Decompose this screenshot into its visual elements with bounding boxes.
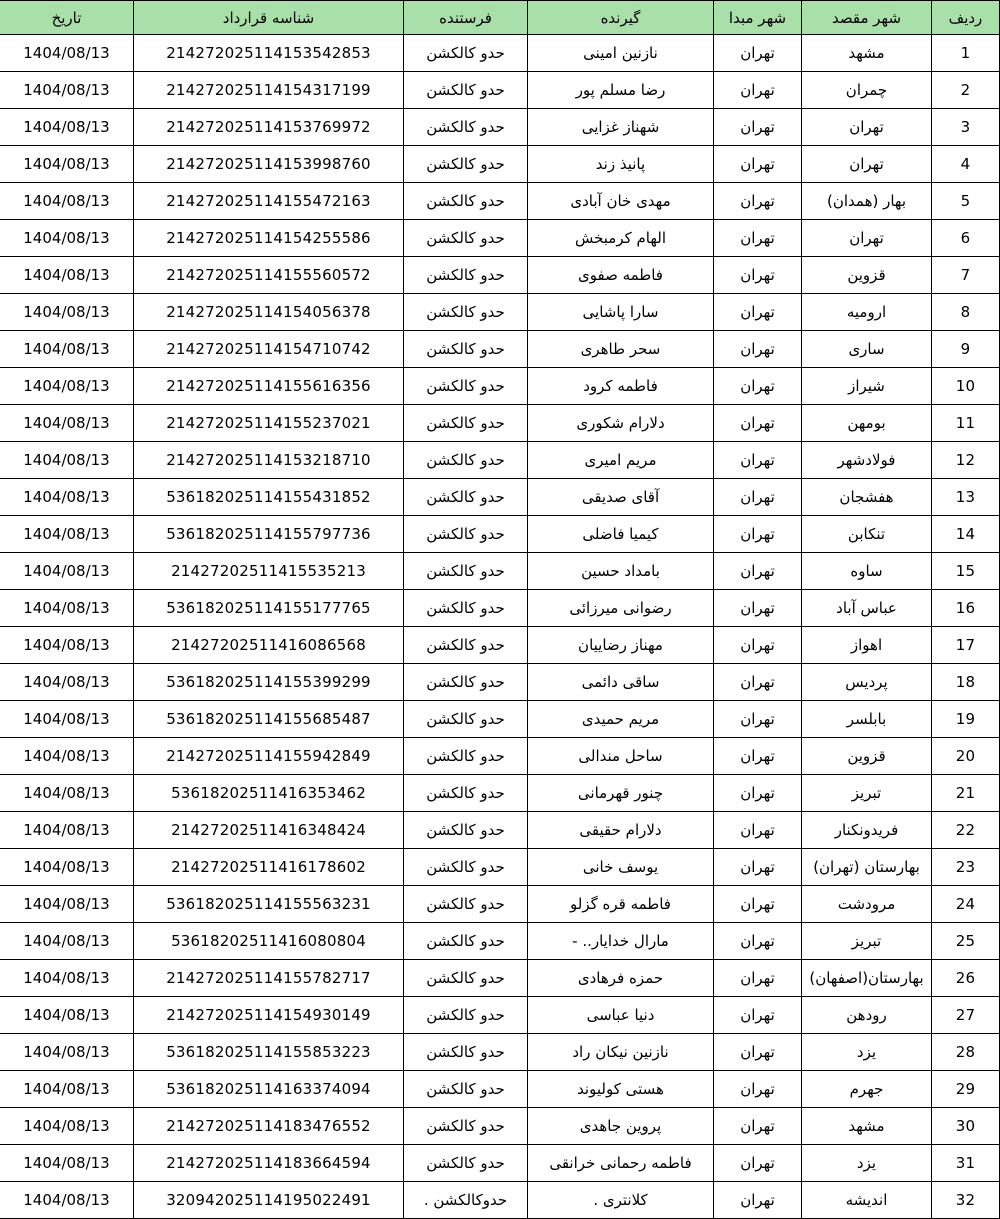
cell-sender: حدو کالکشن xyxy=(404,1145,528,1182)
cell-contract-id: 214272025114153542853 xyxy=(134,35,404,72)
cell-sender: حدو کالکشن xyxy=(404,331,528,368)
cell-sender: حدو کالکشن xyxy=(404,146,528,183)
cell-destination: بومهن xyxy=(802,405,932,442)
table-row xyxy=(0,627,1000,664)
cell-contract-id: 214272025114155782717 xyxy=(134,960,404,997)
table-row xyxy=(0,72,1000,109)
cell-destination: ساری xyxy=(802,331,932,368)
cell-radif: 15 xyxy=(932,553,1000,590)
cell-contract-id: 214272025114154255586 xyxy=(134,220,404,257)
cell-receiver: مریم حمیدی xyxy=(528,701,714,738)
cell-origin: تهران xyxy=(714,1108,802,1145)
cell-radif: 4 xyxy=(932,146,1000,183)
table-row xyxy=(0,220,1000,257)
cell-sender: حدو کالکشن xyxy=(404,516,528,553)
cell-date: 1404/08/13 xyxy=(0,442,134,479)
cell-sender: حدو کالکشن xyxy=(404,553,528,590)
cell-sender: حدو کالکشن xyxy=(404,923,528,960)
cell-destination: ساوه xyxy=(802,553,932,590)
table-row xyxy=(0,849,1000,886)
cell-origin: تهران xyxy=(714,590,802,627)
cell-contract-id: 214272025114183476552 xyxy=(134,1108,404,1145)
cell-date: 1404/08/13 xyxy=(0,72,134,109)
table-row xyxy=(0,257,1000,294)
column-header-sender: فرستنده xyxy=(404,1,528,35)
cell-origin: تهران xyxy=(714,1145,802,1182)
cell-contract-id: 536182025114155797736 xyxy=(134,516,404,553)
cell-date: 1404/08/13 xyxy=(0,997,134,1034)
cell-receiver: کیمیا فاضلی xyxy=(528,516,714,553)
table-header-row xyxy=(0,1,1000,35)
cell-origin: تهران xyxy=(714,331,802,368)
cell-origin: تهران xyxy=(714,442,802,479)
cell-date: 1404/08/13 xyxy=(0,1182,134,1219)
cell-sender: حدو کالکشن xyxy=(404,35,528,72)
cell-origin: تهران xyxy=(714,109,802,146)
cell-origin: تهران xyxy=(714,812,802,849)
cell-radif: 30 xyxy=(932,1108,1000,1145)
cell-sender: حدو کالکشن xyxy=(404,775,528,812)
cell-contract-id: 536182025114155399299 xyxy=(134,664,404,701)
table-row xyxy=(0,553,1000,590)
cell-date: 1404/08/13 xyxy=(0,331,134,368)
cell-origin: تهران xyxy=(714,738,802,775)
cell-radif: 8 xyxy=(932,294,1000,331)
cell-origin: تهران xyxy=(714,997,802,1034)
cell-receiver: دلارام شکوری xyxy=(528,405,714,442)
table-row xyxy=(0,664,1000,701)
cell-origin: تهران xyxy=(714,72,802,109)
cell-date: 1404/08/13 xyxy=(0,553,134,590)
cell-destination: یزد xyxy=(802,1034,932,1071)
cell-date: 1404/08/13 xyxy=(0,405,134,442)
cell-sender: حدو کالکشن xyxy=(404,72,528,109)
cell-destination: شیراز xyxy=(802,368,932,405)
cell-sender: حدو کالکشن xyxy=(404,627,528,664)
cell-origin: تهران xyxy=(714,220,802,257)
cell-contract-id: 214272025114154710742 xyxy=(134,331,404,368)
cell-destination: بهارستان(اصفهان) xyxy=(802,960,932,997)
cell-receiver: چنور قهرمانی xyxy=(528,775,714,812)
cell-radif: 12 xyxy=(932,442,1000,479)
column-header-receiver: گیرنده xyxy=(528,1,714,35)
cell-contract-id: 214272025114153218710 xyxy=(134,442,404,479)
cell-radif: 19 xyxy=(932,701,1000,738)
cell-date: 1404/08/13 xyxy=(0,146,134,183)
cell-origin: تهران xyxy=(714,146,802,183)
cell-origin: تهران xyxy=(714,960,802,997)
cell-contract-id: 21427202511416178602 xyxy=(134,849,404,886)
cell-contract-id: 214272025114154056378 xyxy=(134,294,404,331)
cell-sender: حدو کالکشن xyxy=(404,479,528,516)
cell-radif: 10 xyxy=(932,368,1000,405)
cell-origin: تهران xyxy=(714,849,802,886)
cell-origin: تهران xyxy=(714,775,802,812)
cell-destination: هفشجان xyxy=(802,479,932,516)
cell-date: 1404/08/13 xyxy=(0,35,134,72)
cell-receiver: دلارام حقیقی xyxy=(528,812,714,849)
cell-contract-id: 536182025114155685487 xyxy=(134,701,404,738)
cell-receiver: مهدی خان آبادی xyxy=(528,183,714,220)
table-body xyxy=(0,35,1000,1219)
cell-destination: مشهد xyxy=(802,1108,932,1145)
table-row xyxy=(0,146,1000,183)
cell-origin: تهران xyxy=(714,294,802,331)
column-header-date: تاریخ xyxy=(0,1,134,35)
table-row xyxy=(0,960,1000,997)
cell-receiver: هستی کولیوند xyxy=(528,1071,714,1108)
cell-radif: 25 xyxy=(932,923,1000,960)
cell-date: 1404/08/13 xyxy=(0,294,134,331)
cell-date: 1404/08/13 xyxy=(0,590,134,627)
cell-date: 1404/08/13 xyxy=(0,627,134,664)
cell-sender: حدو کالکشن xyxy=(404,405,528,442)
cell-radif: 7 xyxy=(932,257,1000,294)
cell-receiver: شهناز غزایی xyxy=(528,109,714,146)
table-row xyxy=(0,1108,1000,1145)
cell-origin: تهران xyxy=(714,183,802,220)
cell-date: 1404/08/13 xyxy=(0,664,134,701)
cell-receiver: کلانتری . xyxy=(528,1182,714,1219)
table-row xyxy=(0,812,1000,849)
cell-date: 1404/08/13 xyxy=(0,886,134,923)
table-row xyxy=(0,1182,1000,1219)
cell-date: 1404/08/13 xyxy=(0,183,134,220)
cell-radif: 16 xyxy=(932,590,1000,627)
cell-origin: تهران xyxy=(714,516,802,553)
cell-date: 1404/08/13 xyxy=(0,1108,134,1145)
cell-origin: تهران xyxy=(714,368,802,405)
cell-receiver: مارال خدایار.. - xyxy=(528,923,714,960)
cell-origin: تهران xyxy=(714,1071,802,1108)
cell-contract-id: 214272025114155237021 xyxy=(134,405,404,442)
table-row xyxy=(0,405,1000,442)
cell-date: 1404/08/13 xyxy=(0,1071,134,1108)
cell-receiver: بامداد حسین xyxy=(528,553,714,590)
cell-radif: 22 xyxy=(932,812,1000,849)
cell-receiver: پروین جاهدی xyxy=(528,1108,714,1145)
cell-origin: تهران xyxy=(714,1034,802,1071)
cell-radif: 29 xyxy=(932,1071,1000,1108)
cell-contract-id: 214272025114153998760 xyxy=(134,146,404,183)
cell-date: 1404/08/13 xyxy=(0,109,134,146)
cell-destination: فولادشهر xyxy=(802,442,932,479)
cell-receiver: رضا مسلم پور xyxy=(528,72,714,109)
cell-radif: 9 xyxy=(932,331,1000,368)
cell-date: 1404/08/13 xyxy=(0,1034,134,1071)
table-row xyxy=(0,775,1000,812)
table-row xyxy=(0,516,1000,553)
cell-destination: پردیس xyxy=(802,664,932,701)
cell-sender: حدوکالکشن . xyxy=(404,1182,528,1219)
cell-origin: تهران xyxy=(714,701,802,738)
cell-destination: تهران xyxy=(802,109,932,146)
cell-date: 1404/08/13 xyxy=(0,368,134,405)
cell-destination: قزوین xyxy=(802,738,932,775)
cell-destination: قزوین xyxy=(802,257,932,294)
cell-radif: 31 xyxy=(932,1145,1000,1182)
cell-destination: عباس آباد xyxy=(802,590,932,627)
table-row xyxy=(0,997,1000,1034)
cell-contract-id: 214272025114155616356 xyxy=(134,368,404,405)
cell-sender: حدو کالکشن xyxy=(404,109,528,146)
cell-sender: حدو کالکشن xyxy=(404,220,528,257)
cell-sender: حدو کالکشن xyxy=(404,738,528,775)
cell-radif: 17 xyxy=(932,627,1000,664)
cell-contract-id: 536182025114155177765 xyxy=(134,590,404,627)
table-row xyxy=(0,738,1000,775)
table-row xyxy=(0,294,1000,331)
cell-date: 1404/08/13 xyxy=(0,257,134,294)
cell-contract-id: 214272025114153769972 xyxy=(134,109,404,146)
table-row xyxy=(0,1145,1000,1182)
cell-receiver: فاطمه رحمانی خرانقی xyxy=(528,1145,714,1182)
cell-contract-id: 53618202511416080804 xyxy=(134,923,404,960)
cell-receiver: الهام کرمبخش xyxy=(528,220,714,257)
cell-receiver: آقای صدیقی xyxy=(528,479,714,516)
cell-sender: حدو کالکشن xyxy=(404,590,528,627)
cell-radif: 5 xyxy=(932,183,1000,220)
cell-origin: تهران xyxy=(714,664,802,701)
cell-receiver: حمزه فرهادی xyxy=(528,960,714,997)
cell-radif: 1 xyxy=(932,35,1000,72)
cell-origin: تهران xyxy=(714,553,802,590)
cell-contract-id: 536182025114155563231 xyxy=(134,886,404,923)
table-row xyxy=(0,35,1000,72)
cell-destination: ارومیه xyxy=(802,294,932,331)
table-row xyxy=(0,1071,1000,1108)
cell-receiver: نازنین نیکان راد xyxy=(528,1034,714,1071)
cell-contract-id: 53618202511416353462 xyxy=(134,775,404,812)
cell-contract-id: 21427202511416348424 xyxy=(134,812,404,849)
column-header-contract-id: شناسه قرارداد xyxy=(134,1,404,35)
cell-contract-id: 21427202511416086568 xyxy=(134,627,404,664)
column-header-origin: شهر مبدا xyxy=(714,1,802,35)
table-row xyxy=(0,183,1000,220)
cell-radif: 20 xyxy=(932,738,1000,775)
cell-origin: تهران xyxy=(714,35,802,72)
cell-contract-id: 214272025114183664594 xyxy=(134,1145,404,1182)
cell-origin: تهران xyxy=(714,1182,802,1219)
cell-date: 1404/08/13 xyxy=(0,479,134,516)
cell-date: 1404/08/13 xyxy=(0,923,134,960)
cell-origin: تهران xyxy=(714,923,802,960)
cell-contract-id: 214272025114155942849 xyxy=(134,738,404,775)
cell-receiver: رضوانی میرزائی xyxy=(528,590,714,627)
cell-origin: تهران xyxy=(714,405,802,442)
cell-receiver: پانیذ زند xyxy=(528,146,714,183)
cell-sender: حدو کالکشن xyxy=(404,368,528,405)
cell-radif: 13 xyxy=(932,479,1000,516)
cell-sender: حدو کالکشن xyxy=(404,849,528,886)
cell-sender: حدو کالکشن xyxy=(404,294,528,331)
cell-receiver: سحر طاهری xyxy=(528,331,714,368)
cell-sender: حدو کالکشن xyxy=(404,997,528,1034)
cell-receiver: مریم امیری xyxy=(528,442,714,479)
cell-destination: بهارستان (تهران) xyxy=(802,849,932,886)
cell-radif: 6 xyxy=(932,220,1000,257)
cell-radif: 32 xyxy=(932,1182,1000,1219)
cell-destination: مرودشت xyxy=(802,886,932,923)
cell-receiver: فاطمه کرود xyxy=(528,368,714,405)
cell-destination: رودهن xyxy=(802,997,932,1034)
table-row xyxy=(0,442,1000,479)
cell-sender: حدو کالکشن xyxy=(404,183,528,220)
table-row xyxy=(0,701,1000,738)
cell-date: 1404/08/13 xyxy=(0,812,134,849)
cell-contract-id: 536182025114155431852 xyxy=(134,479,404,516)
cell-receiver: یوسف خانی xyxy=(528,849,714,886)
cell-date: 1404/08/13 xyxy=(0,849,134,886)
cell-date: 1404/08/13 xyxy=(0,516,134,553)
cell-sender: حدو کالکشن xyxy=(404,1034,528,1071)
cell-receiver: ساقی دائمی xyxy=(528,664,714,701)
cell-contract-id: 214272025114154930149 xyxy=(134,997,404,1034)
cell-receiver: دنیا عباسی xyxy=(528,997,714,1034)
cell-radif: 3 xyxy=(932,109,1000,146)
column-header-radif: ردیف xyxy=(932,1,1000,35)
cell-origin: تهران xyxy=(714,257,802,294)
cell-radif: 26 xyxy=(932,960,1000,997)
cell-sender: حدو کالکشن xyxy=(404,257,528,294)
cell-contract-id: 21427202511415535213 xyxy=(134,553,404,590)
cell-radif: 18 xyxy=(932,664,1000,701)
cell-sender: حدو کالکشن xyxy=(404,886,528,923)
cell-contract-id: 320942025114195022491 xyxy=(134,1182,404,1219)
cell-sender: حدو کالکشن xyxy=(404,442,528,479)
cell-sender: حدو کالکشن xyxy=(404,1071,528,1108)
cell-date: 1404/08/13 xyxy=(0,701,134,738)
cell-contract-id: 214272025114155472163 xyxy=(134,183,404,220)
cell-radif: 24 xyxy=(932,886,1000,923)
cell-date: 1404/08/13 xyxy=(0,775,134,812)
cell-destination: مشهد xyxy=(802,35,932,72)
cell-radif: 21 xyxy=(932,775,1000,812)
cell-contract-id: 536182025114163374094 xyxy=(134,1071,404,1108)
table-row xyxy=(0,886,1000,923)
table-row xyxy=(0,923,1000,960)
cell-sender: حدو کالکشن xyxy=(404,1108,528,1145)
cell-date: 1404/08/13 xyxy=(0,738,134,775)
cell-origin: تهران xyxy=(714,886,802,923)
table-row xyxy=(0,368,1000,405)
cell-origin: تهران xyxy=(714,627,802,664)
cell-destination: بهار (همدان) xyxy=(802,183,932,220)
cell-contract-id: 536182025114155853223 xyxy=(134,1034,404,1071)
cell-destination: جهرم xyxy=(802,1071,932,1108)
cell-contract-id: 214272025114155560572 xyxy=(134,257,404,294)
cell-destination: تهران xyxy=(802,220,932,257)
cell-destination: فریدونکنار xyxy=(802,812,932,849)
cell-destination: اندیشه xyxy=(802,1182,932,1219)
cell-destination: چمران xyxy=(802,72,932,109)
cell-destination: بابلسر xyxy=(802,701,932,738)
cell-destination: تهران xyxy=(802,146,932,183)
cell-date: 1404/08/13 xyxy=(0,960,134,997)
cell-receiver: نازنین امینی xyxy=(528,35,714,72)
cell-receiver: سارا پاشایی xyxy=(528,294,714,331)
column-header-destination: شهر مقصد xyxy=(802,1,932,35)
cell-radif: 28 xyxy=(932,1034,1000,1071)
cell-sender: حدو کالکشن xyxy=(404,812,528,849)
cell-radif: 2 xyxy=(932,72,1000,109)
cell-sender: حدو کالکشن xyxy=(404,960,528,997)
cell-radif: 14 xyxy=(932,516,1000,553)
table-row xyxy=(0,1034,1000,1071)
table-row xyxy=(0,109,1000,146)
cell-sender: حدو کالکشن xyxy=(404,701,528,738)
cell-radif: 27 xyxy=(932,997,1000,1034)
table-row xyxy=(0,590,1000,627)
cell-receiver: ساحل مندالی xyxy=(528,738,714,775)
cell-destination: یزد xyxy=(802,1145,932,1182)
table-row xyxy=(0,479,1000,516)
cell-date: 1404/08/13 xyxy=(0,1145,134,1182)
cell-receiver: فاطمه صفوی xyxy=(528,257,714,294)
cell-origin: تهران xyxy=(714,479,802,516)
cell-radif: 23 xyxy=(932,849,1000,886)
cell-receiver: مهناز رضاییان xyxy=(528,627,714,664)
cell-destination: تبریز xyxy=(802,923,932,960)
table-row xyxy=(0,331,1000,368)
cell-date: 1404/08/13 xyxy=(0,220,134,257)
cell-destination: تبریز xyxy=(802,775,932,812)
cell-sender: حدو کالکشن xyxy=(404,664,528,701)
cell-receiver: فاطمه قره گزلو xyxy=(528,886,714,923)
cell-destination: اهواز xyxy=(802,627,932,664)
cell-contract-id: 214272025114154317199 xyxy=(134,72,404,109)
cell-destination: تنکابن xyxy=(802,516,932,553)
cell-radif: 11 xyxy=(932,405,1000,442)
